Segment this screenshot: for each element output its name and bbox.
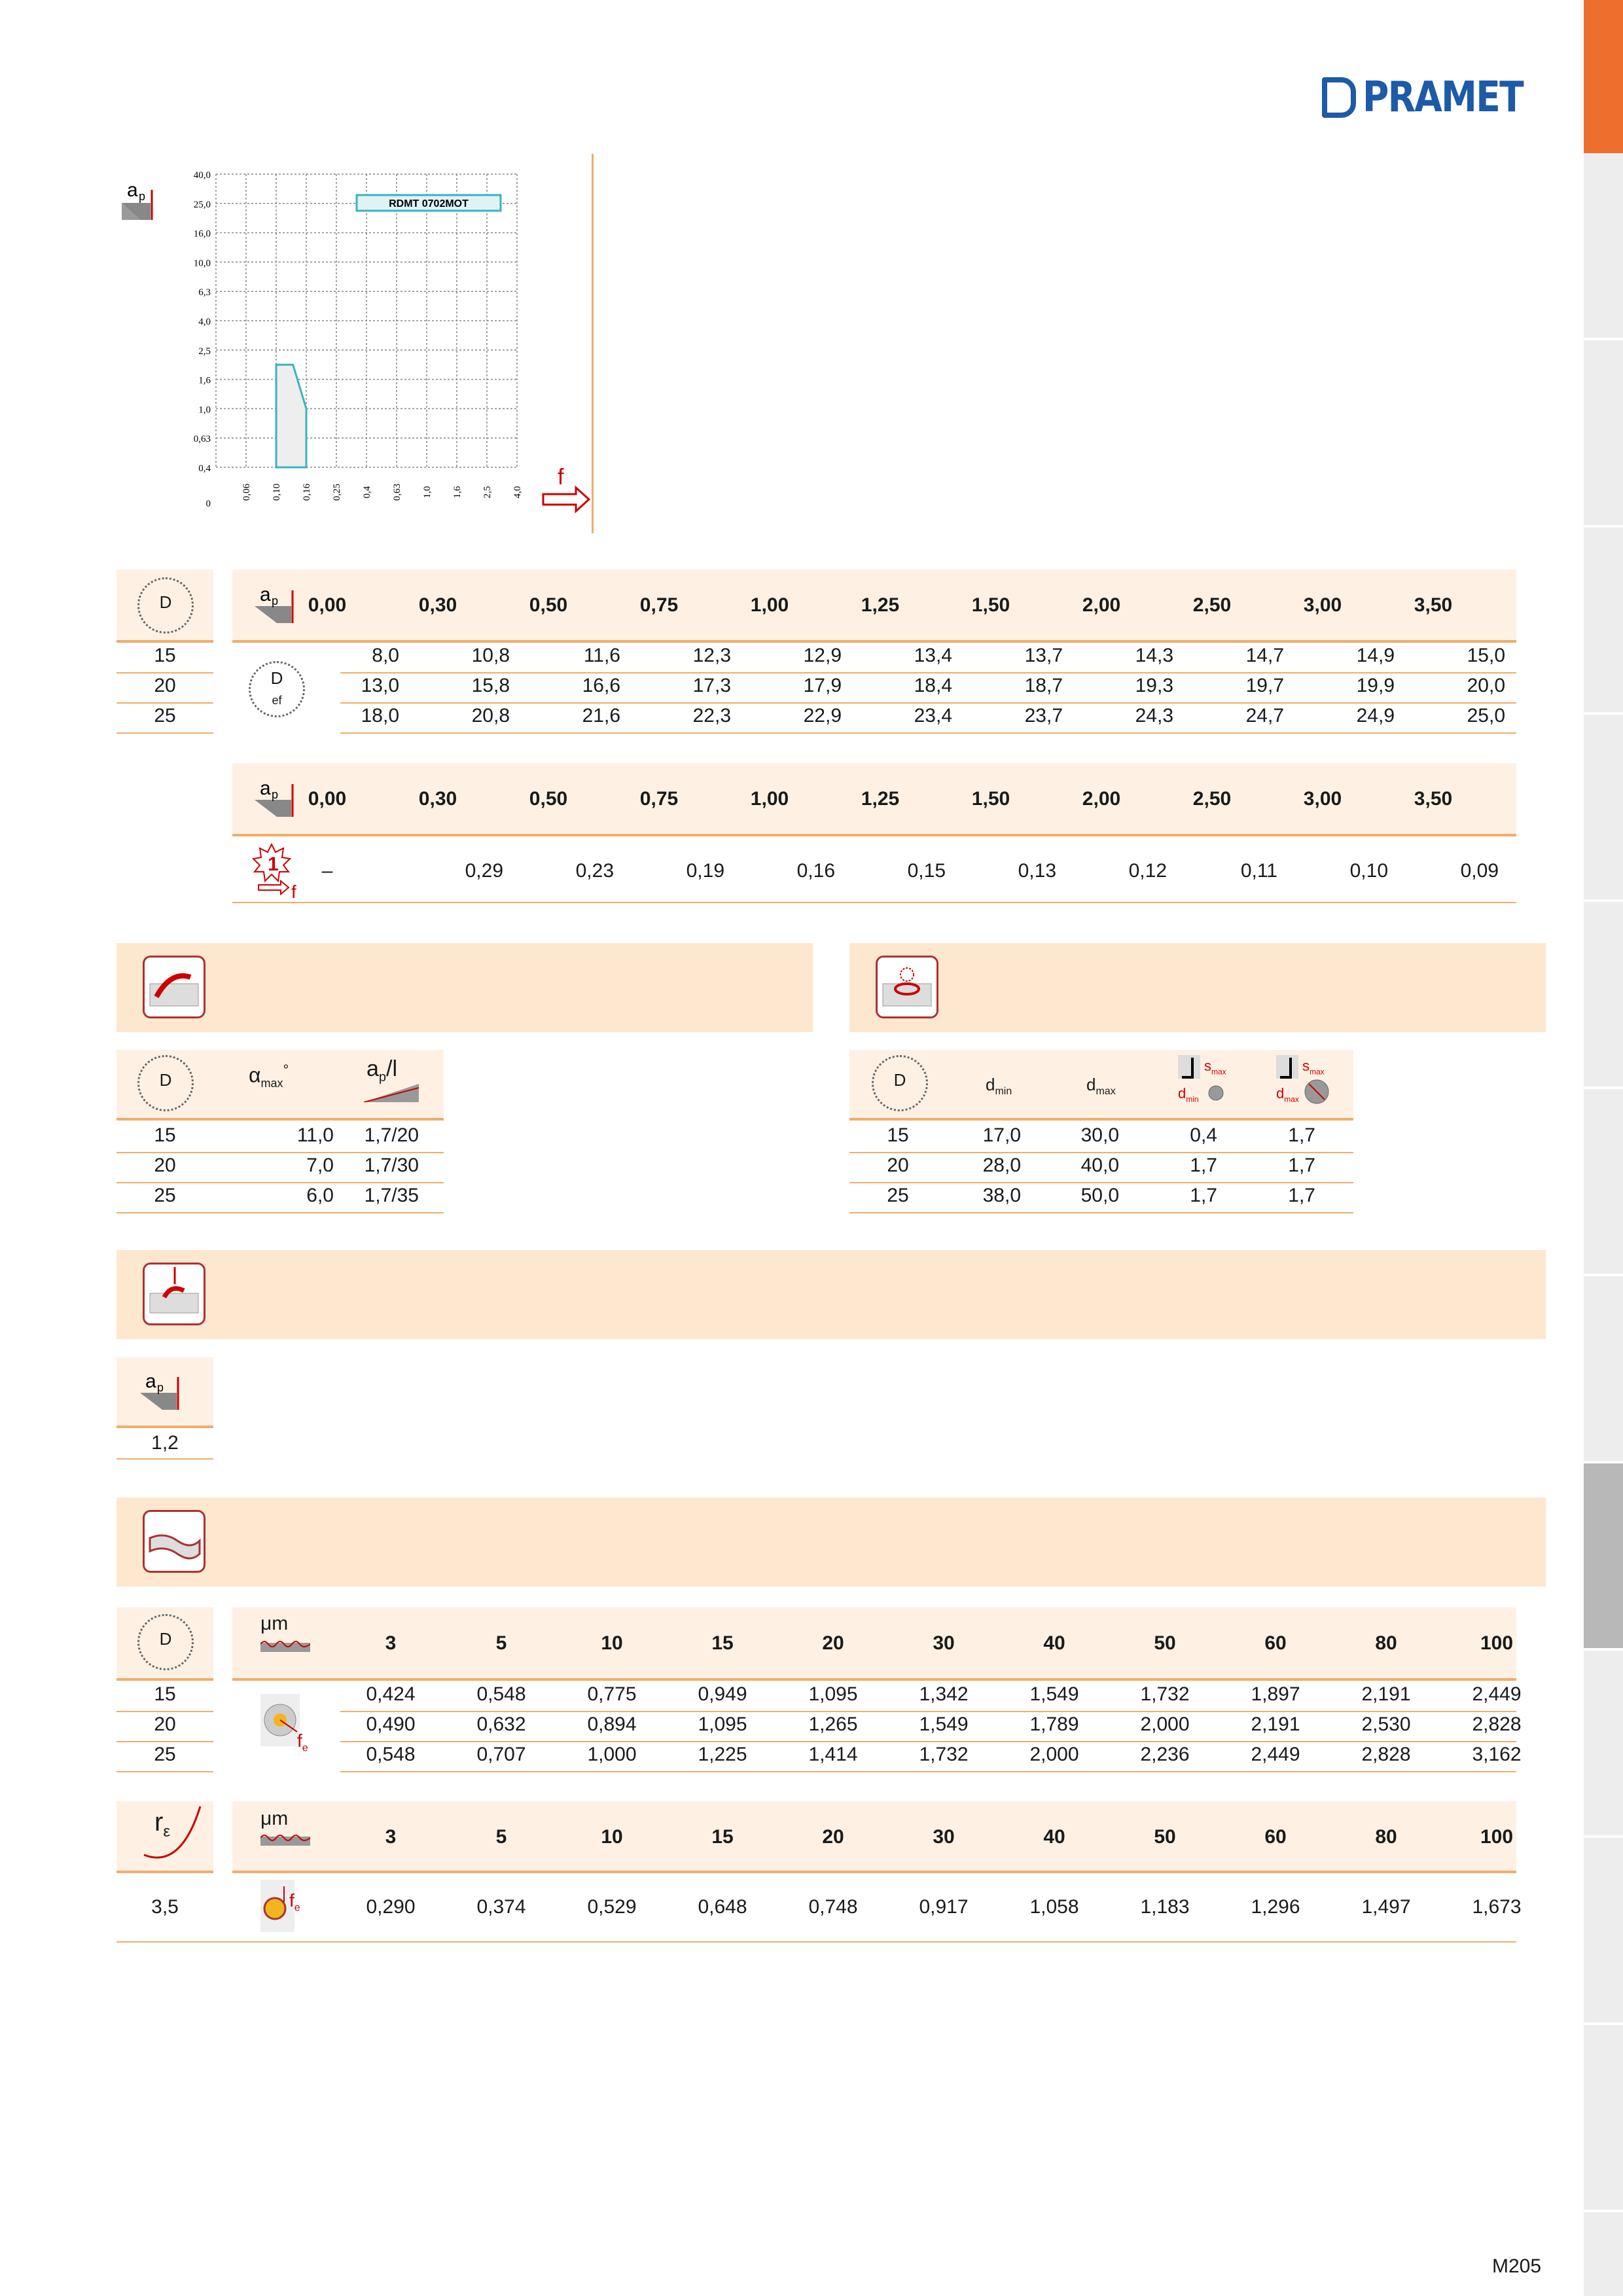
table1-cell: 16,6 (582, 675, 620, 696)
rough1-d-rule (116, 1741, 213, 1742)
rough2-cell: 1,296 (1251, 1896, 1300, 1918)
rough1-col-header: 30 (933, 1632, 955, 1654)
rough1-cell: 0,424 (366, 1683, 416, 1705)
table1-d-rule (116, 732, 213, 734)
rough1-cell: 1,095 (808, 1683, 858, 1705)
chapter-tab-strip (1584, 0, 1623, 2296)
rough1-cell: 2,828 (1361, 1744, 1411, 1765)
chapter-tab-8[interactable] (1584, 1276, 1623, 1463)
helical-cell: 1,7 (1288, 1185, 1315, 1206)
ramp-cell: 15 (154, 1124, 176, 1146)
x-tick-label: 1,0 (422, 486, 433, 499)
rough2-cell: 0,374 (476, 1896, 526, 1918)
rough2-col-header: 40 (1043, 1826, 1065, 1848)
table1-cell: 14,3 (1135, 645, 1173, 666)
table1-col-header: 2,00 (1082, 594, 1121, 616)
cutting-range-chart (118, 164, 602, 530)
table1-cell: 19,9 (1356, 675, 1395, 696)
x-tick-label: 0,63 (392, 483, 402, 501)
rough2-r-value: 3,5 (151, 1896, 179, 1918)
rough2-col-header: 3 (385, 1826, 397, 1848)
rough1-cell: 1,000 (587, 1744, 637, 1765)
rough1-d-cell: 15 (154, 1683, 176, 1705)
roughness-section-bar (116, 1498, 1546, 1587)
rough2-col-header: 50 (1154, 1826, 1176, 1848)
plunge-milling-icon (143, 1263, 205, 1325)
rough2-cell: 0,648 (698, 1896, 747, 1918)
effective-diameter-icon: D ef (249, 661, 305, 717)
helical-cell: 1,7 (1190, 1185, 1217, 1206)
table1-cell: 19,3 (1135, 675, 1173, 696)
ramp-cell: 20 (154, 1155, 176, 1176)
table1-cell: 13,4 (914, 645, 952, 666)
chapter-tab-9-active[interactable] (1584, 1463, 1623, 1651)
rough2-col-header: 80 (1375, 1826, 1397, 1848)
rough2-profile-icon (260, 1833, 310, 1846)
table1-cell: 23,7 (1024, 705, 1063, 726)
table1-row-rule (340, 732, 1516, 734)
rough1-col-header: 100 (1480, 1632, 1514, 1654)
rough1-profile-icon (260, 1639, 310, 1652)
rough2-cell: 0,529 (587, 1896, 637, 1918)
table2-col-header: 0,00 (308, 788, 347, 810)
helical-cell: 28,0 (982, 1155, 1021, 1176)
rough1-cell: 2,449 (1472, 1683, 1522, 1705)
ap-icon (122, 179, 152, 220)
table2-cell: 0,15 (907, 860, 946, 882)
chart-title: RDMT 0702MOT (389, 198, 469, 209)
table1-cell: 17,9 (803, 675, 842, 696)
rough1-cell: 1,732 (919, 1744, 969, 1765)
ramp-cell: 11,0 (296, 1124, 334, 1146)
table1-col-header: 0,75 (639, 594, 679, 616)
x-tick-label: 2,5 (482, 486, 493, 499)
svg-text:a: a (145, 1371, 156, 1392)
table2-col-header: 0,30 (418, 788, 457, 810)
helical-diameter-icon: D (872, 1055, 928, 1111)
y-tick-label: 4,0 (198, 317, 211, 327)
ramp-ap-l-header: $a_p/l$ (366, 1056, 398, 1085)
helical-cell: 50,0 (1080, 1185, 1119, 1206)
rough1-col-header: 50 (1154, 1632, 1176, 1654)
table2-col-header: 1,50 (971, 788, 1010, 810)
chart-divider (592, 154, 594, 533)
helical-cell: 0,4 (1190, 1124, 1217, 1146)
table2-cell: 0,29 (465, 860, 503, 882)
corner-radius-label: $r_\varepsilon$ (154, 1808, 171, 1840)
helical-dmin-header: $d_{min}$ (986, 1075, 1012, 1098)
rough2-bottom-rule (116, 1941, 1516, 1943)
ramp-cell: 6,0 (306, 1185, 334, 1206)
table1-cell: 11,6 (583, 645, 620, 666)
rough1-col-header: 3 (385, 1632, 397, 1654)
table2-col-header: 3,50 (1414, 788, 1453, 810)
rough1-cell: 1,897 (1251, 1683, 1300, 1705)
table2-cell: 0,09 (1460, 860, 1499, 882)
helical-smax-dmin-icon: $s_{max}$ $d_{min}$ (1178, 1055, 1237, 1106)
table1-cell: 18,0 (361, 705, 399, 726)
table2-cell: 0,13 (1018, 860, 1056, 882)
table2-cell: 0,11 (1240, 860, 1277, 882)
rough2-cell: 1,673 (1472, 1896, 1522, 1918)
rough1-cell: 1,732 (1140, 1683, 1190, 1705)
plunge-ap-icon (137, 1363, 190, 1418)
table1-cell: 22,3 (692, 705, 731, 726)
rough1-col-header: 60 (1264, 1632, 1287, 1654)
table1-d-cell: 25 (154, 705, 176, 726)
rough1-cell: 0,894 (587, 1713, 637, 1735)
svg-text:f: f (291, 882, 296, 901)
table1-d-cell: 15 (154, 645, 176, 666)
table1-cell: 13,7 (1024, 645, 1063, 666)
y-tick-label: 6,3 (198, 287, 211, 298)
x-tick-label: 0,16 (302, 483, 312, 501)
helical-cell: 15 (887, 1124, 909, 1146)
rough2-col-header: 5 (495, 1826, 507, 1848)
ramp-cell: 1,7/35 (364, 1185, 419, 1206)
helical-cell: 17,0 (982, 1124, 1021, 1146)
helical-row-rule (849, 1152, 1353, 1153)
diameter-icon: D (137, 577, 194, 634)
plunge-section-bar (116, 1250, 1546, 1339)
rough1-col-header: 15 (711, 1632, 734, 1654)
ramp-row-rule (116, 1182, 444, 1183)
table1-cell: 13,0 (361, 675, 399, 696)
helical-interpolation-icon (876, 956, 938, 1018)
helical-dmax-header: $d_{max}$ (1086, 1075, 1116, 1098)
corner-fe-icon: $f_e$ (260, 1880, 313, 1935)
rough1-cell: 0,707 (476, 1744, 526, 1765)
helical-row-rule (849, 1212, 1353, 1213)
chart-svg (118, 164, 602, 530)
x-tick-label: 0,06 (241, 483, 252, 501)
chart-x-ticks (241, 483, 523, 501)
rough1-cell: 1,265 (808, 1713, 858, 1735)
pramet-logo-mark-icon (1322, 77, 1356, 118)
table2-col-header: 1,00 (750, 788, 789, 810)
rough2-cell: 1,058 (1029, 1896, 1079, 1918)
y-tick-label: 0 (205, 499, 211, 509)
chapter-tab-12[interactable] (1584, 2025, 1623, 2212)
table1-row-rule (340, 672, 1516, 673)
x-tick-label: 0,10 (272, 483, 282, 501)
rough1-cell: 2,191 (1251, 1713, 1300, 1735)
svg-text:p: p (272, 788, 279, 801)
helical-cell: 38,0 (982, 1185, 1021, 1206)
table2-cell: 0,16 (796, 860, 835, 882)
rough1-unit: μm (260, 1613, 289, 1634)
chapter-tab-10[interactable] (1584, 1651, 1623, 1838)
plunge-bottom-rule (116, 1458, 213, 1460)
rough2-cell: 0,748 (808, 1896, 858, 1918)
rough1-cell: 1,789 (1029, 1713, 1079, 1735)
rough1-d-rule (116, 1771, 213, 1772)
table1-cell: 12,3 (692, 645, 731, 666)
table1-cell: 15,8 (471, 675, 510, 696)
rough1-cell: 0,949 (698, 1683, 747, 1705)
rough1-diameter-icon: D (137, 1614, 194, 1670)
chapter-tab-2[interactable] (1584, 153, 1623, 340)
table1-col-header: 1,00 (750, 594, 789, 616)
ramp-cell: 7,0 (306, 1155, 334, 1176)
table1-cell: 24,9 (1356, 705, 1395, 726)
table1-row-rule (340, 702, 1516, 704)
table1-cell: 20,8 (471, 705, 510, 726)
ramp-cell: 25 (154, 1185, 176, 1206)
rough1-cell: 1,549 (1029, 1683, 1079, 1705)
y-tick-label: 40,0 (193, 170, 211, 181)
rough1-cell: 1,225 (698, 1744, 747, 1765)
ramp-row-rule (116, 1152, 444, 1153)
rough1-cell: 2,000 (1140, 1713, 1190, 1735)
svg-text:a: a (260, 584, 271, 605)
x-tick-label: 1,6 (452, 486, 463, 499)
rough1-cell: 2,828 (1472, 1713, 1522, 1735)
page-number: M205 (1492, 2255, 1542, 2277)
table1-cell: 23,4 (914, 705, 952, 726)
y-tick-label: 1,0 (198, 404, 211, 416)
helical-section-bar (849, 943, 1546, 1032)
helical-row-rule (849, 1182, 1353, 1183)
table2-col-header: 0,75 (639, 788, 679, 810)
rough1-cell: 3,162 (1472, 1744, 1522, 1765)
table2-cell: 0,12 (1128, 860, 1167, 882)
table1-cell: 18,4 (914, 675, 952, 696)
y-tick-label: 0,63 (193, 434, 211, 445)
helical-cell: 25 (887, 1185, 909, 1206)
x-tick-label: 0,4 (362, 486, 372, 499)
rough1-cell: 2,000 (1029, 1744, 1079, 1765)
table1-cell: 15,0 (1467, 645, 1505, 666)
wiper-fe-icon: $f_e$ (260, 1694, 313, 1753)
x-tick-label: 4,0 (512, 486, 523, 499)
table2-col-header: 3,00 (1303, 788, 1342, 810)
table1-col-header: 0,50 (529, 594, 568, 616)
rough1-d-rule (116, 1711, 213, 1712)
table1-cell: 14,9 (1356, 645, 1395, 666)
table1-col-header: 1,25 (861, 594, 900, 616)
rough1-row-rule (340, 1741, 1516, 1742)
y-tick-label: 10,0 (193, 258, 211, 269)
table1-col-header: 2,50 (1192, 594, 1232, 616)
rough2-cell: 0,290 (366, 1896, 416, 1918)
table2-bottom-rule (232, 902, 1516, 903)
rough2-col-header: 20 (822, 1826, 844, 1848)
table1-col-header: 3,00 (1303, 594, 1342, 616)
ramp-row-rule (116, 1212, 444, 1213)
y-tick-label: 2,5 (198, 346, 211, 357)
surface-roughness-icon (143, 1510, 205, 1573)
rough1-cell: 1,414 (808, 1744, 858, 1765)
svg-text:f: f (558, 465, 564, 490)
rough2-col-header: 10 (601, 1826, 623, 1848)
rough1-cell: 1,095 (698, 1713, 747, 1735)
table2-cell: 0,19 (686, 860, 724, 882)
rough2-col-header: 100 (1480, 1826, 1514, 1848)
table1-cell: 22,9 (803, 705, 842, 726)
table1-cell: 24,3 (1135, 705, 1173, 726)
table2-col-header: 2,00 (1082, 788, 1121, 810)
rough1-col-header: 80 (1375, 1632, 1397, 1654)
table1-cell: 20,0 (1467, 675, 1505, 696)
ramping-icon (143, 956, 205, 1018)
plunge-ap-value: 1,2 (151, 1432, 179, 1454)
rough1-row-rule (340, 1771, 1516, 1772)
table1-cell: 19,7 (1245, 675, 1284, 696)
rough1-col-header: 20 (822, 1632, 844, 1654)
chapter-tab-11[interactable] (1584, 1838, 1623, 2025)
ramp-cell: 1,7/20 (364, 1124, 419, 1146)
rough1-cell: 0,632 (476, 1713, 526, 1735)
rough1-cell: 2,236 (1140, 1744, 1190, 1765)
f-arrow-icon (543, 465, 589, 511)
y-tick-label: 0,4 (198, 463, 211, 474)
y-tick-label: 25,0 (193, 199, 211, 210)
table1-col-header: 3,50 (1414, 594, 1453, 616)
rough1-cell: 1,549 (919, 1713, 969, 1735)
rough2-cell: 1,183 (1140, 1896, 1190, 1918)
y-tick-label: 16,0 (193, 228, 211, 240)
x-tick-label: 0,25 (332, 483, 342, 501)
table1-col-header: 0,30 (418, 594, 457, 616)
rough1-col-header: 40 (1043, 1632, 1065, 1654)
table1-d-cell: 20 (154, 675, 176, 696)
rough1-row-rule (340, 1711, 1516, 1712)
table2-cell: 0,23 (575, 860, 614, 882)
table1-cell: 8,0 (372, 645, 399, 666)
table2-cell: – (321, 860, 333, 882)
helical-smax-dmax-icon: $s_{max}$ $d_{max}$ (1276, 1055, 1335, 1106)
table1-cell: 21,6 (582, 705, 620, 726)
rough2-cell: 0,917 (919, 1896, 969, 1918)
table1-cell: 25,0 (1467, 705, 1505, 726)
table1-cell: 24,7 (1245, 705, 1284, 726)
rough2-col-header: 30 (933, 1826, 955, 1848)
rough1-cell: 0,775 (587, 1683, 637, 1705)
rough1-cell: 1,342 (919, 1683, 969, 1705)
rough2-col-header: 15 (711, 1826, 734, 1848)
rough1-cell: 0,548 (366, 1744, 416, 1765)
svg-text:a: a (260, 778, 271, 799)
table1-cell: 18,7 (1024, 675, 1063, 696)
rough1-cell: 2,449 (1251, 1744, 1300, 1765)
helical-cell: 20 (887, 1155, 909, 1176)
rough2-col-header: 60 (1264, 1826, 1287, 1848)
pramet-logo: PRAMET (1322, 72, 1549, 123)
rough1-col-header: 10 (601, 1632, 623, 1654)
corner-radius-icon (141, 1804, 213, 1869)
chapter-tab-7[interactable] (1584, 1089, 1623, 1276)
ramp-angle-icon (364, 1084, 419, 1102)
rough1-cell: 2,191 (1361, 1683, 1411, 1705)
svg-text:p: p (157, 1381, 164, 1394)
ramp-diameter-icon: D (137, 1055, 194, 1111)
table1-col-header: 1,50 (971, 594, 1010, 616)
chart-region-area (276, 365, 306, 467)
table1-d-rule (116, 672, 213, 673)
table1-d-rule (116, 702, 213, 704)
chart-grid (216, 174, 517, 467)
helical-cell: 1,7 (1288, 1124, 1315, 1146)
svg-text:1: 1 (268, 853, 279, 875)
table1-cell: 14,7 (1245, 645, 1284, 666)
rough1-col-header: 5 (495, 1632, 507, 1654)
chart-y-ticks (194, 170, 211, 509)
helical-cell: 30,0 (1080, 1124, 1119, 1146)
rough1-cell: 0,548 (476, 1683, 526, 1705)
table1-cell: 17,3 (692, 675, 731, 696)
ramp-cell: 1,7/30 (364, 1155, 419, 1176)
rough1-cell: 2,530 (1361, 1713, 1411, 1735)
svg-text:p: p (139, 190, 146, 203)
helical-cell: 1,7 (1288, 1155, 1315, 1176)
rough2-cell: 1,497 (1361, 1896, 1411, 1918)
chapter-tab-3[interactable] (1584, 340, 1623, 528)
rough1-cell: 0,490 (366, 1713, 416, 1735)
ramping-section-bar (116, 943, 813, 1032)
table1-cell: 10,8 (471, 645, 510, 666)
y-tick-label: 1,6 (198, 375, 211, 386)
table1-col-header: 0,00 (308, 594, 347, 616)
helical-cell: 40,0 (1080, 1155, 1119, 1176)
svg-text:p: p (272, 594, 279, 607)
ramp-alpha-max-header: $\alpha_{max}^\circ$ (249, 1062, 289, 1090)
svg-text:a: a (127, 179, 138, 201)
rough1-d-cell: 25 (154, 1744, 176, 1765)
table2-col-header: 0,50 (529, 788, 568, 810)
table1-cell: 12,9 (803, 645, 842, 666)
table2-cell: 0,10 (1349, 860, 1388, 882)
rough2-unit: μm (260, 1808, 289, 1829)
chapter-tab-6[interactable] (1584, 902, 1623, 1089)
chapter-tab-5[interactable] (1584, 715, 1623, 902)
table2-col-header: 1,25 (861, 788, 900, 810)
helical-cell: 1,7 (1190, 1155, 1217, 1176)
table2-col-header: 2,50 (1192, 788, 1232, 810)
chapter-tab-4[interactable] (1584, 528, 1623, 715)
rough1-d-cell: 20 (154, 1713, 176, 1735)
